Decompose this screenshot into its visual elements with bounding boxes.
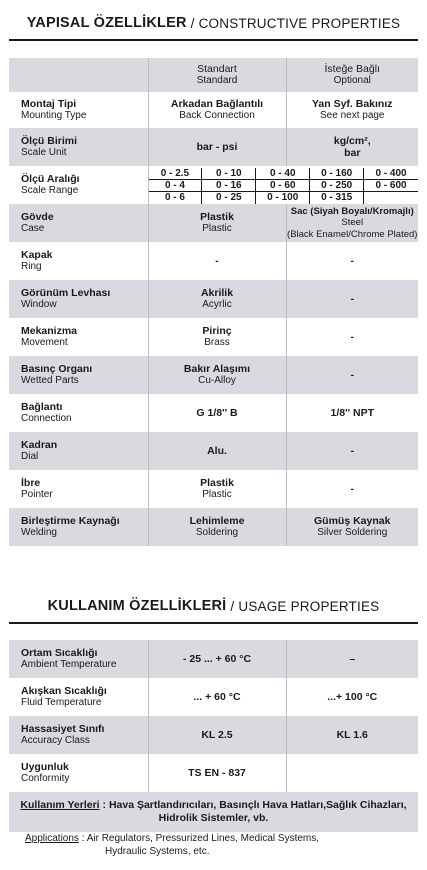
constructive-table bbox=[9, 58, 418, 546]
optional-value bbox=[286, 318, 418, 356]
table-row-case bbox=[9, 204, 418, 242]
label-en: Scale Range bbox=[21, 185, 79, 197]
table-row-mounting bbox=[9, 92, 418, 128]
label-en: Scale Unit bbox=[21, 147, 67, 159]
label-tr: İbre bbox=[21, 476, 41, 489]
label-tr: Montaj Tipi bbox=[21, 97, 77, 110]
applications-line-1 bbox=[9, 832, 418, 845]
optional-en-2: (Black Enamel/Chrome Plated) bbox=[287, 228, 418, 240]
standard-value bbox=[148, 432, 286, 470]
standard-single: ... + 60 °C bbox=[193, 690, 241, 703]
label-tr: Akışkan Sıcaklığı bbox=[21, 684, 107, 697]
optional-single: KL 1.6 bbox=[336, 728, 368, 741]
optional-single: - bbox=[350, 368, 354, 381]
label-en: Welding bbox=[21, 527, 57, 539]
standard-en: Plastic bbox=[202, 489, 232, 501]
range-value: 0 - 6 bbox=[149, 192, 203, 204]
standard-value bbox=[148, 640, 286, 678]
range-value: 0 - 600 bbox=[364, 180, 418, 192]
row-label bbox=[9, 754, 148, 792]
scale-range-grid-cell bbox=[148, 166, 418, 204]
standard-en: Cu-Alloy bbox=[198, 375, 236, 387]
optional-single: - bbox=[350, 482, 354, 495]
label-tr: Basınç Organı bbox=[21, 362, 93, 375]
row-label bbox=[9, 128, 148, 166]
label-en: Connection bbox=[21, 413, 72, 425]
standard-single: KL 2.5 bbox=[201, 728, 233, 741]
label-tr: Mekanizma bbox=[21, 324, 78, 337]
optional-value bbox=[286, 716, 418, 754]
table-row-conformity bbox=[9, 754, 418, 792]
scale-range-grid bbox=[149, 168, 419, 204]
constructive-title bbox=[9, 11, 418, 35]
optional-value bbox=[286, 204, 418, 242]
range-value: 0 - 16 bbox=[202, 180, 256, 192]
optional-single: - bbox=[350, 330, 354, 343]
table-row-connection bbox=[9, 394, 418, 432]
standard-value bbox=[148, 128, 286, 166]
label-en: Conformity bbox=[21, 773, 70, 785]
label-en: Fluid Temperature bbox=[21, 697, 102, 709]
table-row-scale-range bbox=[9, 166, 418, 204]
optional-value bbox=[286, 128, 418, 166]
row-label bbox=[9, 92, 148, 128]
applications-block bbox=[9, 832, 418, 858]
optional-value bbox=[286, 432, 418, 470]
label-tr: Bağlantı bbox=[21, 400, 63, 413]
label-en: Movement bbox=[21, 337, 68, 349]
standard-value bbox=[148, 678, 286, 716]
table-row-accuracy-class bbox=[9, 716, 418, 754]
optional-value bbox=[286, 678, 418, 716]
standard-en: Plastic bbox=[202, 223, 232, 235]
table-row-usage-areas bbox=[9, 792, 418, 832]
row-label bbox=[9, 204, 148, 242]
optional-value bbox=[286, 242, 418, 280]
row-label bbox=[9, 242, 148, 280]
constructive-title-rule bbox=[9, 39, 418, 41]
header-standard-en: Standard bbox=[196, 75, 238, 87]
optional-value bbox=[286, 470, 418, 508]
optional-single: - bbox=[350, 292, 354, 305]
usage-title-en: USAGE PROPERTIES bbox=[238, 598, 380, 614]
range-value: 0 - 25 bbox=[202, 192, 256, 204]
label-en: Case bbox=[21, 223, 45, 235]
optional-value bbox=[286, 280, 418, 318]
optional-en: Silver Soldering bbox=[317, 527, 388, 539]
label-tr: Ortam Sıcaklığı bbox=[21, 646, 98, 659]
optional-value bbox=[286, 356, 418, 394]
row-label bbox=[9, 640, 148, 678]
label-tr: Birleştirme Kaynağı bbox=[21, 514, 120, 527]
row-label bbox=[9, 356, 148, 394]
range-value: 0 - 160 bbox=[310, 168, 364, 180]
optional-value bbox=[286, 640, 418, 678]
standard-single: - 25 ... + 60 °C bbox=[182, 652, 252, 665]
standard-en: Soldering bbox=[195, 527, 239, 539]
label-tr: Görünüm Levhası bbox=[21, 286, 111, 299]
table-row-movement bbox=[9, 318, 418, 356]
usage-title-rule bbox=[9, 622, 418, 624]
standard-value bbox=[148, 394, 286, 432]
applications-label: Applications bbox=[25, 833, 79, 844]
standard-single: bar - psi bbox=[196, 140, 238, 153]
standard-tr: Bakır Alaşımı bbox=[183, 362, 251, 375]
standard-value bbox=[148, 92, 286, 128]
header-optional-tr: İsteğe Bağlı bbox=[324, 62, 380, 75]
label-en: Pointer bbox=[21, 489, 53, 501]
label-en: Wetted Parts bbox=[21, 375, 79, 387]
optional-en: Steel bbox=[341, 217, 364, 229]
usage-areas-cell bbox=[9, 792, 418, 832]
range-value: 0 - 2.5 bbox=[149, 168, 203, 180]
applications-text-2: Hydraulic Systems, etc. bbox=[105, 846, 210, 857]
usage-title-tr: KULLANIM ÖZELLİKLERİ bbox=[47, 598, 227, 614]
header-optional bbox=[286, 58, 418, 92]
row-label bbox=[9, 508, 148, 546]
label-tr: Uygunluk bbox=[21, 760, 69, 773]
header-standard-tr: Standart bbox=[197, 62, 237, 75]
standard-tr: Lehimleme bbox=[189, 514, 245, 527]
label-en: Ring bbox=[21, 261, 42, 273]
standard-value bbox=[148, 754, 286, 792]
table-row-ambient-temperature bbox=[9, 640, 418, 678]
optional-single: ...+ 100 °C bbox=[327, 690, 378, 703]
standard-single: Alu. bbox=[207, 444, 227, 457]
header-optional-en: Optional bbox=[333, 75, 371, 87]
standard-value bbox=[148, 242, 286, 280]
constructive-title-en: CONSTRUCTIVE PROPERTIES bbox=[198, 15, 401, 31]
standard-value bbox=[148, 356, 286, 394]
label-tr: Gövde bbox=[21, 210, 54, 223]
range-value: 0 - 250 bbox=[310, 180, 364, 192]
header-standard bbox=[148, 58, 286, 92]
usage-areas-label: Kullanım Yerleri bbox=[20, 798, 100, 811]
row-label bbox=[9, 716, 148, 754]
standard-single: - bbox=[215, 254, 219, 267]
standard-tr: Akrilik bbox=[200, 286, 234, 299]
usage-title bbox=[9, 594, 418, 618]
optional-en: See next page bbox=[320, 110, 385, 122]
standard-en: Back Connection bbox=[179, 110, 255, 122]
range-value: 0 - 10 bbox=[202, 168, 256, 180]
table-row-fluid-temperature bbox=[9, 678, 418, 716]
table-row-window bbox=[9, 280, 418, 318]
range-value: 0 - 400 bbox=[364, 168, 418, 180]
standard-tr: Plastik bbox=[200, 210, 234, 223]
standard-value bbox=[148, 280, 286, 318]
row-label bbox=[9, 166, 148, 204]
label-en: Ambient Temperature bbox=[21, 659, 117, 671]
table-row-scale-unit bbox=[9, 128, 418, 166]
standard-en: Brass bbox=[204, 337, 230, 349]
label-tr: Ölçü Birimi bbox=[21, 134, 78, 147]
usage-areas-text-1: : Hava Şartlandırıcıları, Basınçlı Hava Hatları,Sağlık Cihazları, bbox=[102, 798, 407, 811]
optional-en: bar bbox=[344, 147, 361, 159]
standard-tr: Plastik bbox=[200, 476, 234, 489]
range-value: 0 - 315 bbox=[310, 192, 364, 204]
optional-value bbox=[286, 92, 418, 128]
optional-tr: Gümüş Kaynak bbox=[314, 514, 391, 527]
constructive-title-tr: YAPISAL ÖZELLİKLER bbox=[26, 15, 187, 31]
label-en: Mounting Type bbox=[21, 110, 87, 122]
row-label bbox=[9, 318, 148, 356]
label-tr: Kadran bbox=[21, 438, 58, 451]
applications-text-1: : Air Regulators, Pressurized Lines, Medical Systems, bbox=[81, 833, 320, 844]
optional-single: – bbox=[349, 652, 356, 665]
table-row-welding bbox=[9, 508, 418, 546]
standard-value bbox=[148, 318, 286, 356]
standard-value bbox=[148, 716, 286, 754]
usage-areas-text-2: Hidrolik Sistemler, vb. bbox=[158, 812, 269, 824]
range-value-empty bbox=[364, 192, 418, 204]
standard-tr: Arkadan Bağlantılı bbox=[170, 97, 264, 110]
optional-single: 1/8'' NPT bbox=[330, 406, 374, 419]
standard-value bbox=[148, 470, 286, 508]
label-tr: Hassasiyet Sınıfı bbox=[21, 722, 105, 735]
label-tr: Ölçü Aralığı bbox=[21, 172, 80, 185]
optional-tr: Yan Syf. Bakınız bbox=[311, 97, 393, 110]
optional-tr: kg/cm², bbox=[333, 134, 371, 147]
range-value: 0 - 40 bbox=[256, 168, 310, 180]
range-value: 0 - 4 bbox=[149, 180, 203, 192]
standard-value bbox=[148, 508, 286, 546]
optional-value bbox=[286, 394, 418, 432]
table-row-ring bbox=[9, 242, 418, 280]
label-en: Window bbox=[21, 299, 57, 311]
optional-value bbox=[286, 754, 418, 792]
row-label bbox=[9, 678, 148, 716]
standard-value bbox=[148, 204, 286, 242]
optional-single: - bbox=[350, 254, 354, 267]
range-value: 0 - 60 bbox=[256, 180, 310, 192]
table-row-wetted-parts bbox=[9, 356, 418, 394]
optional-single: - bbox=[350, 444, 354, 457]
label-tr: Kapak bbox=[21, 248, 53, 261]
usage-table bbox=[9, 640, 418, 832]
row-label bbox=[9, 280, 148, 318]
row-label bbox=[9, 394, 148, 432]
label-en: Accuracy Class bbox=[21, 735, 90, 747]
row-label bbox=[9, 432, 148, 470]
label-en: Dial bbox=[21, 451, 39, 463]
title-separator: / bbox=[190, 15, 195, 31]
standard-single: TS EN - 837 bbox=[188, 766, 246, 779]
title-separator: / bbox=[230, 598, 235, 614]
standard-single: G 1/8'' B bbox=[196, 406, 238, 419]
table-row-pointer bbox=[9, 470, 418, 508]
optional-value bbox=[286, 508, 418, 546]
table-header-row bbox=[9, 58, 418, 92]
range-value: 0 - 100 bbox=[256, 192, 310, 204]
usage-areas bbox=[9, 799, 418, 825]
header-empty-cell bbox=[9, 58, 148, 92]
standard-tr: Pirinç bbox=[202, 324, 232, 337]
optional-tr: Sac (Siyah Boyalı/Kromajlı) bbox=[290, 206, 414, 218]
row-label bbox=[9, 470, 148, 508]
table-row-dial bbox=[9, 432, 418, 470]
standard-en: Acyrlic bbox=[202, 299, 232, 311]
